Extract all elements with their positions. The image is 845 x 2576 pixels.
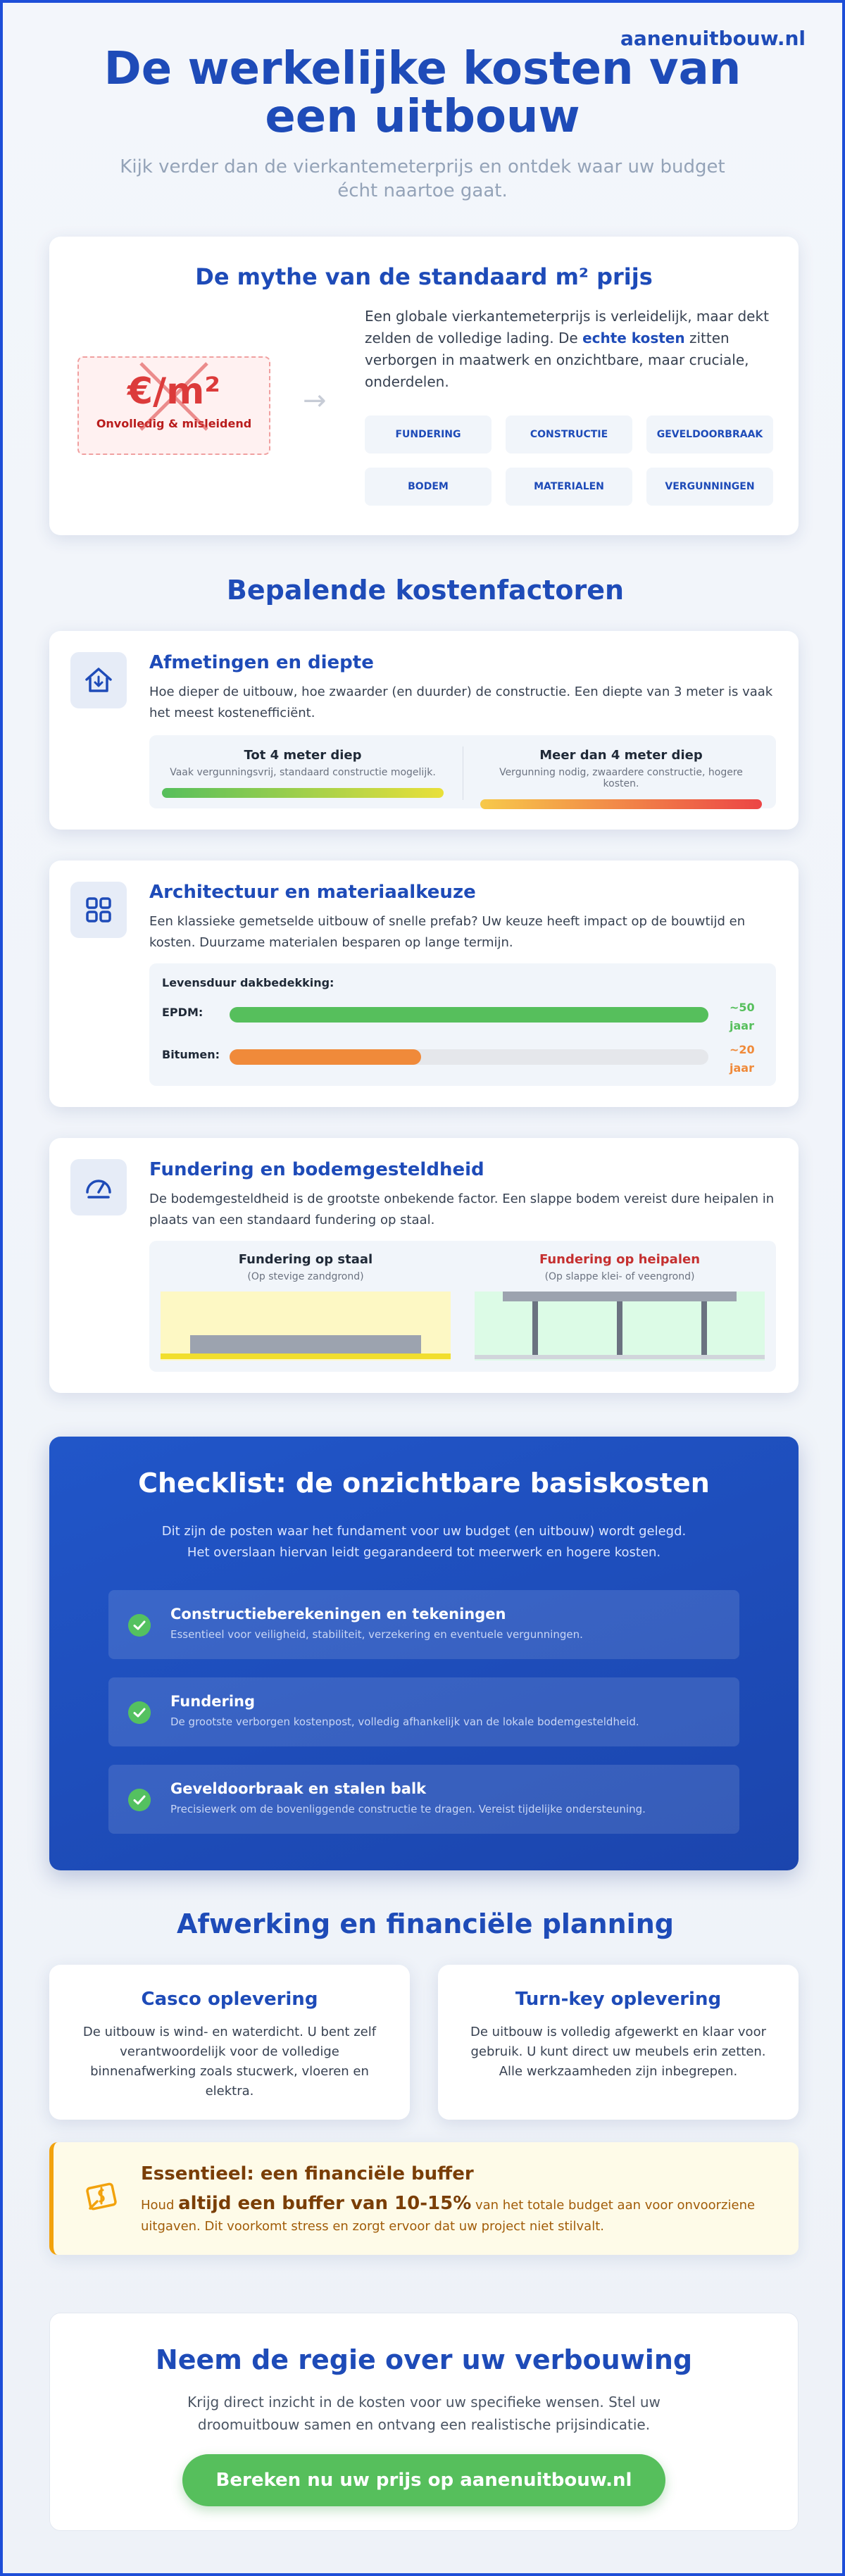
money-icon (80, 2176, 123, 2218)
foundation-piles (475, 1252, 765, 1282)
buffer-title: Essentieel: een financiële buffer (141, 2163, 474, 2184)
tag-geveldoorbraak: GEVELDOORBRAAK (646, 415, 773, 454)
checklist-title: Checklist: de onzichtbare basiskosten (138, 1468, 710, 1499)
tag-materialen: MATERIALEN (506, 468, 632, 506)
house-icon (70, 652, 127, 708)
checklist-intro: Dit zijn de posten waar het fundament voor uw budget (en uitbouw) wordt gelegd. Het overslaan hiervan leidt gegarandeerd tot meerwerk en hogere kosten. (161, 1524, 687, 1560)
checkmark-icon (128, 1614, 151, 1637)
depth-comparison (149, 735, 776, 808)
grid-icon (70, 882, 127, 938)
depth-shallow-title: Tot 4 meter diep (244, 748, 362, 763)
checklist-item-title: Constructieberekeningen en tekeningen (170, 1606, 506, 1622)
factor-card-architecture (49, 861, 799, 1107)
lifespan-track-bitumen (230, 1049, 708, 1065)
roof-lifespan-panel (149, 963, 776, 1086)
brand-logo[interactable]: aanenuitbouw.nl (620, 27, 806, 50)
casco-card (49, 1965, 410, 2120)
foundation-comparison (149, 1241, 776, 1372)
checklist-item-sub: Essentieel voor veiligheid, stabiliteit, verzekering en eventuele vergunningen. (170, 1628, 583, 1641)
turnkey-text: De uitbouw is volledig afgewerkt en klaar voor gebruik. U kunt direct uw meubels erin zetten. Alle werkzaamheden zijn inbegrepen. (470, 2025, 766, 2079)
lifespan-row-bitumen (162, 1042, 768, 1075)
factor-title-depth: Afmetingen en diepte (149, 652, 374, 673)
sqm-label: €/m² (127, 370, 221, 413)
cost-tags (365, 415, 773, 506)
checkmark-icon (128, 1701, 151, 1724)
foundation-shallow-sub: (Op stevige zandgrond) (247, 1271, 364, 1282)
cta-title: Neem de regie over uw verbouwing (155, 2344, 693, 2375)
foundation-piles-sub: (Op slappe klei- of veengrond) (544, 1271, 695, 1282)
checkmark-icon (128, 1789, 151, 1811)
factors-title: Bepalende kostenfactoren (226, 575, 625, 606)
arrow-right-icon: → (303, 384, 327, 417)
factor-desc-foundation: De bodemgesteldheid is de grootste onbekende factor. Een slappe bodem vereist dure heipalen in plaats van een standaard fundering op staal. (149, 1192, 775, 1227)
lifespan-row-epdm (162, 1000, 768, 1032)
lifespan-value-bitumen: ~20 jaar (730, 1043, 755, 1075)
checklist-item (108, 1765, 739, 1834)
pile-foundation-illustration (475, 1292, 765, 1361)
factor-title-foundation: Fundering en bodemgesteldheid (149, 1159, 484, 1180)
depth-shallow-bar (162, 788, 444, 798)
tag-fundering: FUNDERING (365, 415, 492, 454)
foundation-piles-title: Fundering op heipalen (539, 1252, 701, 1267)
myth-text-after: zitten verborgen in maatwerk en onzichtbare, maar cruciale, onderdelen. (365, 330, 749, 390)
factor-card-depth (49, 631, 799, 830)
myth-text (365, 306, 773, 393)
buffer-callout (49, 2142, 799, 2255)
lifespan-label-bitumen: Bitumen: (162, 1048, 220, 1061)
checklist-item (108, 1590, 739, 1659)
lifespan-value-epdm: ~50 jaar (730, 1001, 755, 1032)
buffer-text-pre: Houd (141, 2198, 179, 2213)
buffer-text-post: van het totale budget aan voor onvoorziene uitgaven. Dit voorkomt stress en zorgt ervoor dat uw project niet stilvalt. (141, 2198, 756, 2234)
factor-card-foundation (49, 1138, 799, 1393)
checklist-item-sub: Precisiewerk om de bovenliggende constructie te dragen. Vereist tijdelijke ondersteuning. (170, 1803, 646, 1815)
sqm-price-box (77, 356, 270, 455)
casco-title: Casco oplevering (141, 1989, 318, 2010)
lifespan-track-epdm (230, 1007, 708, 1023)
checklist-item (108, 1677, 739, 1746)
checklist-item-title: Fundering (170, 1693, 256, 1710)
shallow-foundation-illustration (161, 1292, 451, 1361)
lifespan-fill-epdm (230, 1007, 708, 1023)
lifespan-label-epdm: EPDM: (162, 1006, 204, 1019)
factor-title-architecture: Architectuur en materiaalkeuze (149, 882, 476, 903)
tag-vergunningen: VERGUNNINGEN (646, 468, 773, 506)
myth-title: De mythe van de standaard m² prijs (195, 263, 653, 290)
checklist-card (49, 1437, 799, 1870)
finishing-title: Afwerking en financiële planning (177, 1908, 674, 1939)
turnkey-card (438, 1965, 799, 2120)
roof-lifespan-title: Levensduur dakbedekking: (162, 976, 334, 989)
page-title: De werkelijke kosten van een uitbouw (104, 43, 741, 143)
lifespan-fill-bitumen (230, 1049, 421, 1065)
buffer-text (141, 2193, 775, 2237)
sqm-caption: Onvolledig & misleidend (96, 417, 252, 430)
buffer-text-bold: altijd een buffer van 10-15% (178, 2193, 472, 2214)
foundation-shallow (161, 1252, 451, 1282)
turnkey-title: Turn-key oplevering (515, 1989, 722, 2010)
cta-card (49, 2313, 799, 2531)
checklist-item-sub: De grootste verborgen kostenpost, volledig afhankelijk van de lokale bodemgesteldheid. (170, 1715, 639, 1728)
depth-deep-title: Meer dan 4 meter diep (539, 748, 703, 763)
checklist-item-title: Geveldoorbraak en stalen balk (170, 1780, 427, 1797)
myth-text-highlight: echte kosten (582, 330, 685, 346)
foundation-shallow-title: Fundering op staal (238, 1252, 373, 1267)
myth-card (49, 237, 799, 535)
depth-deep-sub: Vergunning nodig, zwaardere constructie, hogere kosten. (499, 767, 743, 789)
depth-shallow (162, 748, 444, 798)
depth-shallow-sub: Vaak vergunningsvrij, standaard constructie mogelijk. (170, 767, 436, 778)
depth-deep (480, 748, 762, 809)
factor-desc-architecture: Een klassieke gemetselde uitbouw of snelle prefab? Uw keuze heeft impact op de bouwtijd en kosten. Duurzame materialen besparen op lange termijn. (149, 914, 746, 950)
tag-constructie: CONSTRUCTIE (506, 415, 632, 454)
casco-text: De uitbouw is wind- en waterdicht. U bent zelf verantwoordelijk voor de volledige binnenafwerking zoals stucwerk, vloeren en elektra. (82, 2025, 377, 2099)
cta-text: Krijg direct inzicht in de kosten voor uw specifieke wensen. Stel uw droomuitbouw samen en ontvang een realistische prijsindicatie. (187, 2394, 661, 2433)
tag-bodem: BODEM (365, 468, 492, 506)
factor-desc-depth: Hoe dieper de uitbouw, hoe zwaarder (en duurder) de constructie. Een diepte van 3 meter is vaak het meest kostenefficiënt. (149, 684, 773, 720)
depth-deep-bar (480, 799, 762, 809)
page-subtitle: Kijk verder dan de vierkantemeterprijs en ontdek waar uw budget écht naartoe gaat. (120, 156, 725, 201)
gauge-icon (70, 1159, 127, 1215)
cross-icon (135, 358, 213, 435)
myth-text-before: Een globale vierkantemeterprijs is verleidelijk, maar dekt zelden de volledige lading. De (365, 308, 769, 346)
calculate-price-button[interactable]: Bereken nu uw prijs op aanenuitbouw.nl (182, 2454, 666, 2506)
